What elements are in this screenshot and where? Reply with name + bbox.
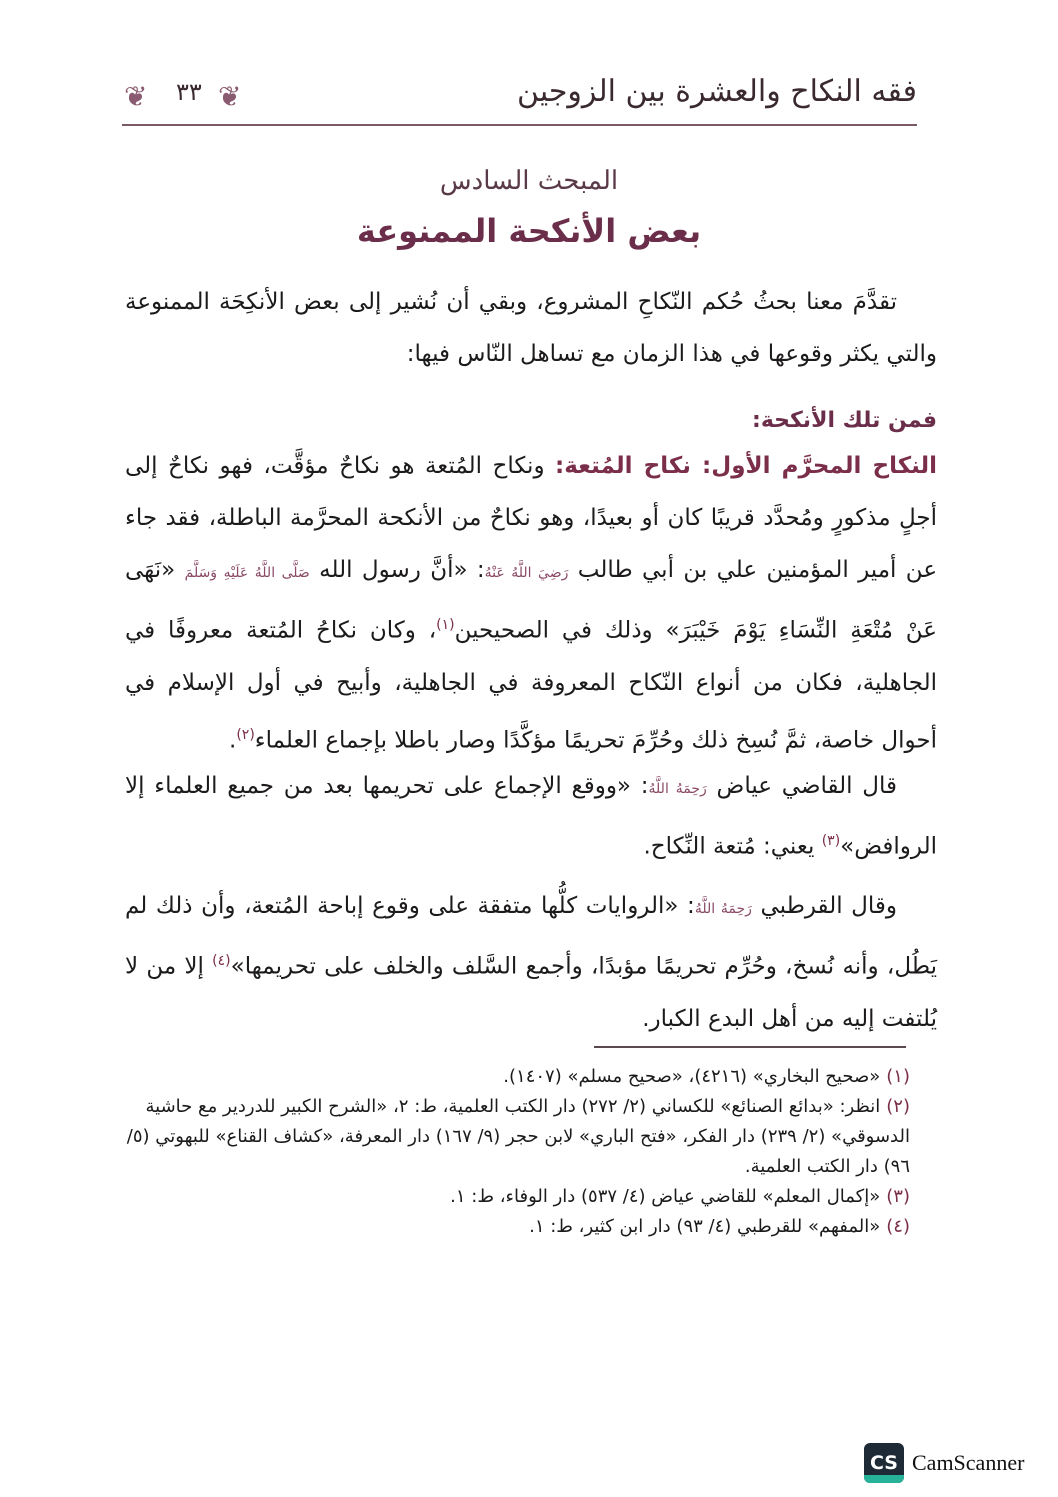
footnote-text: «صحيح البخاري» (٤٢١٦)، «صحيح مسلم» (١٤٠٧). — [503, 1066, 881, 1087]
text-run: . — [229, 727, 237, 754]
camscanner-name: CamScanner — [912, 1450, 1025, 1475]
camscanner-watermark — [864, 1440, 1024, 1486]
header-rule — [122, 124, 917, 126]
footnote-ref[interactable]: (١) — [436, 617, 455, 633]
camscanner-logo-icon: CS — [864, 1443, 904, 1483]
footnote — [120, 1092, 910, 1182]
text-run: إلا من لا يُلتفت إليه من أهل البدع الكبار. — [125, 953, 937, 1032]
running-header — [122, 72, 917, 132]
honorific: رَحِمَهُ اللَّهُ — [648, 781, 707, 797]
footnote-ref[interactable]: (٢) — [236, 726, 255, 743]
honorific: صَلَّى اللَّهُ عَلَيْهِ وَسَلَّمَ — [184, 565, 310, 581]
footnote-number: (٢) — [886, 1096, 910, 1117]
text-run: ونكاح المُتعة هو نكاحٌ مؤقَّت، فهو نكاحٌ إلى أجلٍ مذكورٍ ومُحدَّد قريبًا كان أو بعيدًا، وهو نكاحٌ من الأنكحة المحرَّمة الباطلة، فقد جاء عن أمير المؤمنين علي بن أبي طالب — [125, 453, 938, 583]
footnote-text: «إكمال المعلم» للقاضي عياض (٤/ ٥٣٧) دار الوفاء، ط: ١. — [450, 1186, 881, 1207]
qurtubi-paragraph — [125, 880, 937, 1045]
footnote-ref[interactable]: (٣) — [821, 833, 841, 849]
honorific: رَضِيَ اللَّهُ عَنْهُ — [484, 565, 569, 581]
text-run: : «الروايات كلُّها متفقة على وقوع إباحة المُتعة، وأن ذلك لم يَطُل، وأنه نُسخ، وحُرِّم تحريمًا مؤبدًا، وأجمع السَّلف والخلف على تحريمها» — [125, 893, 938, 980]
footnote — [120, 1062, 910, 1092]
page-number: ٣٣ — [176, 78, 202, 106]
honorific: رَحِمَهُ اللَّهُ — [694, 901, 752, 917]
book-title: فقه النكاح والعشرة بين الزوجين — [516, 74, 917, 109]
footnote-number: (٤) — [886, 1216, 910, 1237]
footnote-number: (١) — [886, 1066, 910, 1087]
flourish-icon: ❦ — [218, 80, 242, 113]
text-run: : «أنَّ رسول الله — [319, 557, 485, 583]
mutah-paragraph — [125, 440, 937, 766]
footnote — [120, 1212, 910, 1242]
section-label: المبحث السادس — [439, 166, 619, 196]
page-number-ornament — [122, 72, 262, 128]
text-run: قال القاضي عياض — [716, 773, 897, 799]
text-run: «نَهَى عَنْ مُتْعَةِ النِّسَاءِ يَوْمَ خَيْبَرَ» وذلك في الصحيحين — [125, 557, 937, 644]
intro-paragraph: تقدَّمَ معنا بحثُ حُكم النّكاحِ المشروع، وبقي أن نُشير إلى بعض الأنكِحَة الممنوعة والتي يكثر وقوعها في هذا الزمان مع تساهل النّاس فيها: — [125, 289, 937, 367]
footnote-number: (٣) — [886, 1186, 910, 1207]
text-run: ، وكان نكاحُ المُتعة معروفًا في الجاهلية، فكان من أنواع النّكاح المعروفة في الجاهلية، وأبيح في أول الإسلام في أحوال خاصة، ثمَّ نُسِخ ذلك وحُرِّمَ تحريمًا مؤكَّدًا وصار باطلا بإجماع العلماء — [125, 617, 937, 754]
section-title: بعض الأنكحة الممنوعة — [356, 212, 702, 250]
iyad-paragraph — [125, 760, 937, 873]
paragraph-lead: النكاح المحرَّم الأول: نكاح المُتعة: — [555, 453, 937, 479]
subheading: فمن تلك الأنكحة: — [752, 408, 937, 433]
footnote-divider — [594, 1046, 906, 1048]
footnote-ref[interactable]: (٤) — [212, 953, 231, 969]
text-run: يعني: مُتعة النِّكاح. — [643, 833, 815, 860]
text-run: وقال القرطبي — [760, 893, 898, 919]
text-run: : «ووقع الإجماع على تحريمها بعد من جميع العلماء إلا الروافض» — [125, 773, 937, 860]
flourish-icon: ❦ — [124, 80, 148, 113]
footnotes — [120, 1062, 910, 1242]
footnote-text: «المفهم» للقرطبي (٤/ ٩٣) دار ابن كثير، ط: ١. — [529, 1216, 881, 1237]
footnote-text: انظر: «بدائع الصنائع» للكساني (٢/ ٢٧٢) دار الكتب العلمية، ط: ٢، «الشرح الكبير للدردير مع حاشية الدسوقي» (٢/ ٢٣٩) دار الفكر، «فتح الباري» لابن حجر (٩/ ١٦٧) دار المعرفة، «كشاف القناع» للبهوتي (٥/ ٩٦) دار الكتب العلمية. — [126, 1096, 910, 1177]
footnote — [120, 1182, 910, 1212]
